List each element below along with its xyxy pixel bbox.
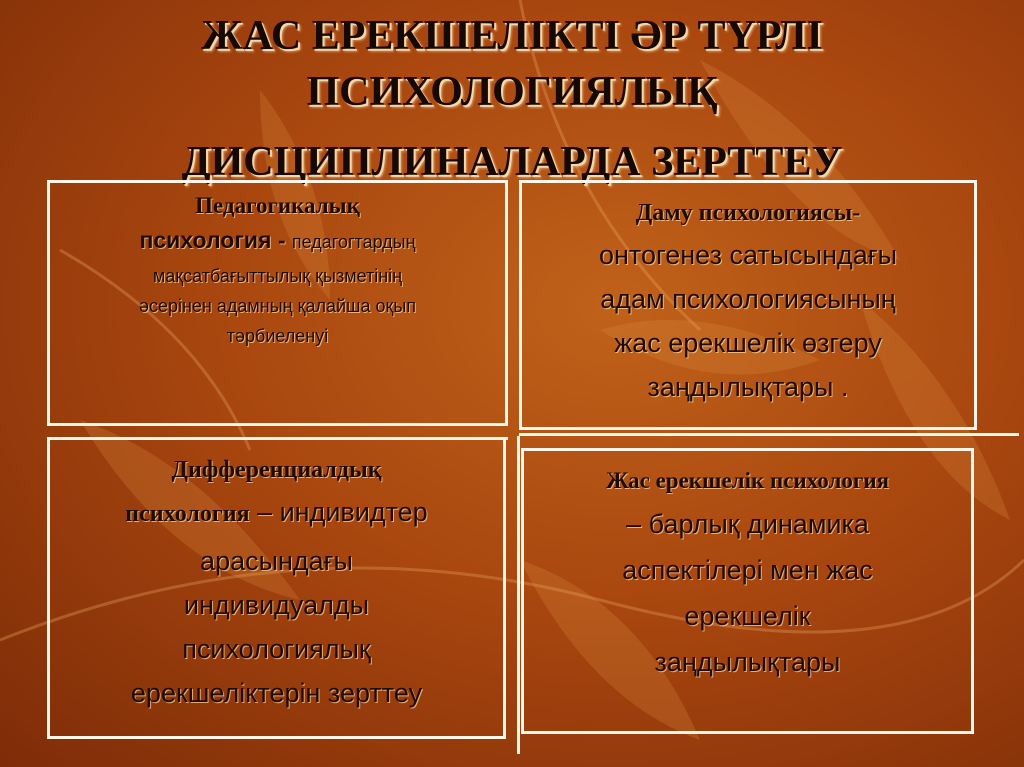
box1-line-3: мақсатбағыттылық қызметінің bbox=[152, 266, 403, 286]
box4-line-5: заңдылықтары bbox=[654, 647, 841, 677]
box3-line-5: психологиялық bbox=[182, 634, 371, 664]
box2-line-2: онтогенез сатысындағы bbox=[598, 240, 898, 270]
box-age-psychology bbox=[521, 448, 974, 734]
box3-line-2 bbox=[125, 490, 427, 539]
box1-line-2 bbox=[139, 223, 415, 261]
box-differential-psychology bbox=[47, 438, 506, 739]
title-line-2: ПСИХОЛОГИЯЛЫҚ bbox=[306, 69, 718, 115]
box-developmental-psychology bbox=[519, 180, 977, 430]
box1-line-4: әсерінен адамның қалайша оқып bbox=[138, 296, 417, 316]
box2-line-4: жас ерекшелік өзгеру bbox=[614, 328, 882, 358]
title-line-3: ДИСЦИПЛИНАЛАРДА ЗЕРТТЕУ bbox=[181, 139, 843, 185]
box4-line-1: Жас ерекшелік психология bbox=[605, 468, 890, 493]
box4-line-2: – барлық динамика bbox=[626, 509, 869, 539]
box2-line-5: заңдылықтары . bbox=[647, 372, 849, 402]
slide-title bbox=[60, 8, 964, 190]
title-line-1: ЖАС ЕРЕКШЕЛІКТІ ӘР ТҮРЛІ bbox=[201, 13, 823, 59]
box3-line-4: индивидуалды bbox=[183, 590, 370, 620]
box3-term: психология bbox=[125, 501, 250, 527]
box3-line-2-rest: – индивидтер bbox=[249, 497, 428, 527]
box1-line-2-rest: педагогтардың bbox=[291, 232, 416, 252]
box1-term: психология bbox=[139, 227, 272, 253]
divider-vertical bbox=[517, 436, 520, 754]
box2-line-1: Даму психологиясы- bbox=[635, 200, 861, 226]
box1-line-1: Педагогикалық bbox=[195, 193, 360, 218]
box3-line-1: Дифференциалдық bbox=[171, 457, 382, 483]
divider-horizontal-right bbox=[519, 433, 1019, 436]
box1-line-5: тәрбиеленуі bbox=[226, 326, 329, 346]
box1-dash: - bbox=[271, 227, 292, 253]
box-pedagogical-psychology bbox=[47, 180, 508, 426]
box3-line-6: ерекшеліктерін зерттеу bbox=[130, 678, 423, 708]
box2-line-3: адам психологиясының bbox=[600, 284, 896, 314]
box3-line-3: арасындағы bbox=[200, 546, 353, 576]
box4-line-3: аспектілері мен жас bbox=[622, 555, 873, 585]
box4-line-4: ерекшелік bbox=[684, 601, 811, 631]
